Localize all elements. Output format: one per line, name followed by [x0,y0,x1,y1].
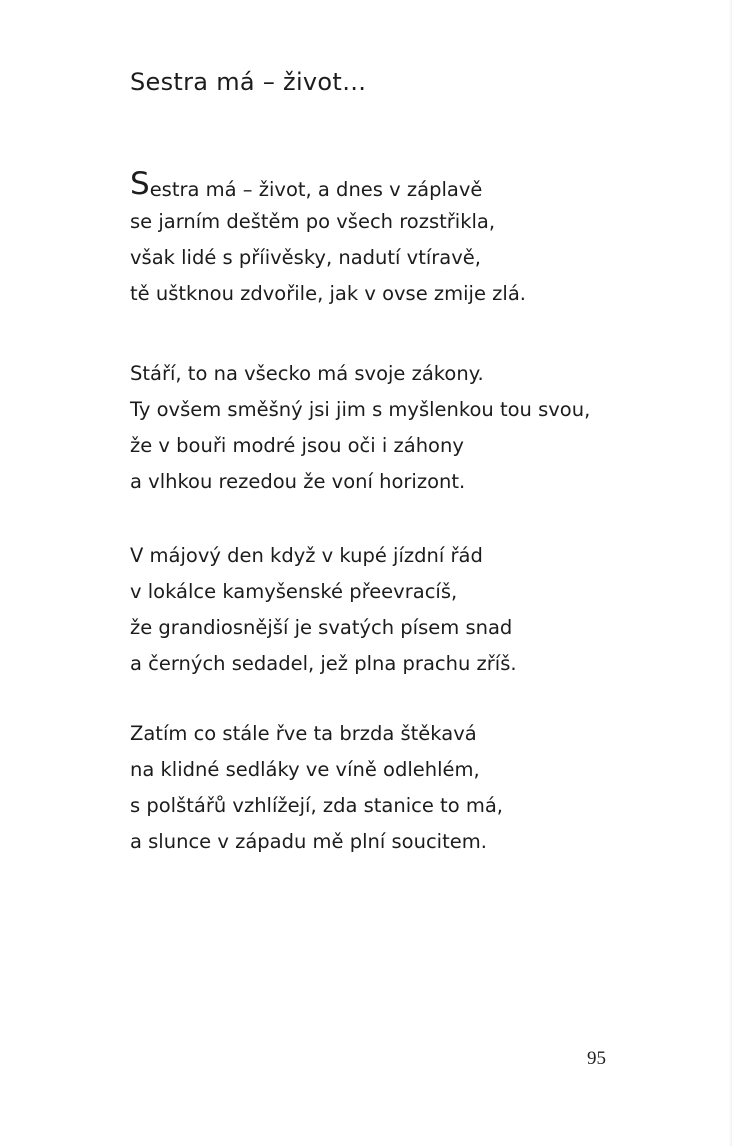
poem-line: a černých sedadel, jež plna prachu zříš. [130,652,517,675]
poem-line: V májový den když v kupé jízdní řád [130,544,483,567]
poem-line: Ty ovšem směšný jsi jim s myšlenkou tou svou, [130,398,591,421]
page-number: 95 [587,1048,606,1069]
poem-line: na klidné sedláky ve víně odlehlém, [130,758,480,781]
poem-line: v lokálce kamyšenské přeevracíš, [130,580,458,603]
poem-title: Sestra má – život… [130,68,367,96]
poem-line: a slunce v západu mě plní soucitem. [130,830,487,853]
poem-line: tě uštknou zdvořile, jak v ovse zmije zlá. [130,282,526,305]
poem-line: že grandiosnější je svatých písem snad [130,616,513,639]
poem-line: že v bouři modré jsou oči i záhony [130,434,464,457]
poem-line: Stáří, to na všecko má svoje zákony. [130,362,484,385]
poem-line: s polštářů vzhlížejí, zda stanice to má, [130,794,503,817]
stanza-1 [130,168,526,312]
poem-line [130,168,526,204]
stanza-4 [130,716,503,860]
drop-cap: S [130,166,150,202]
poem-line: však lidé s příivěsky, nadutí vtíravě, [130,246,481,269]
poem-line: Zatím co stále řve ta brzda štěkavá [130,722,477,745]
first-line-text: estra má – život, a dnes v záplavě [149,178,483,201]
stanza-3 [130,538,517,682]
stanza-2 [130,356,590,500]
poem-line: a vlhkou rezedou že voní horizont. [130,470,466,493]
poem-line: se jarním deštěm po všech rozstřikla, [130,210,496,233]
